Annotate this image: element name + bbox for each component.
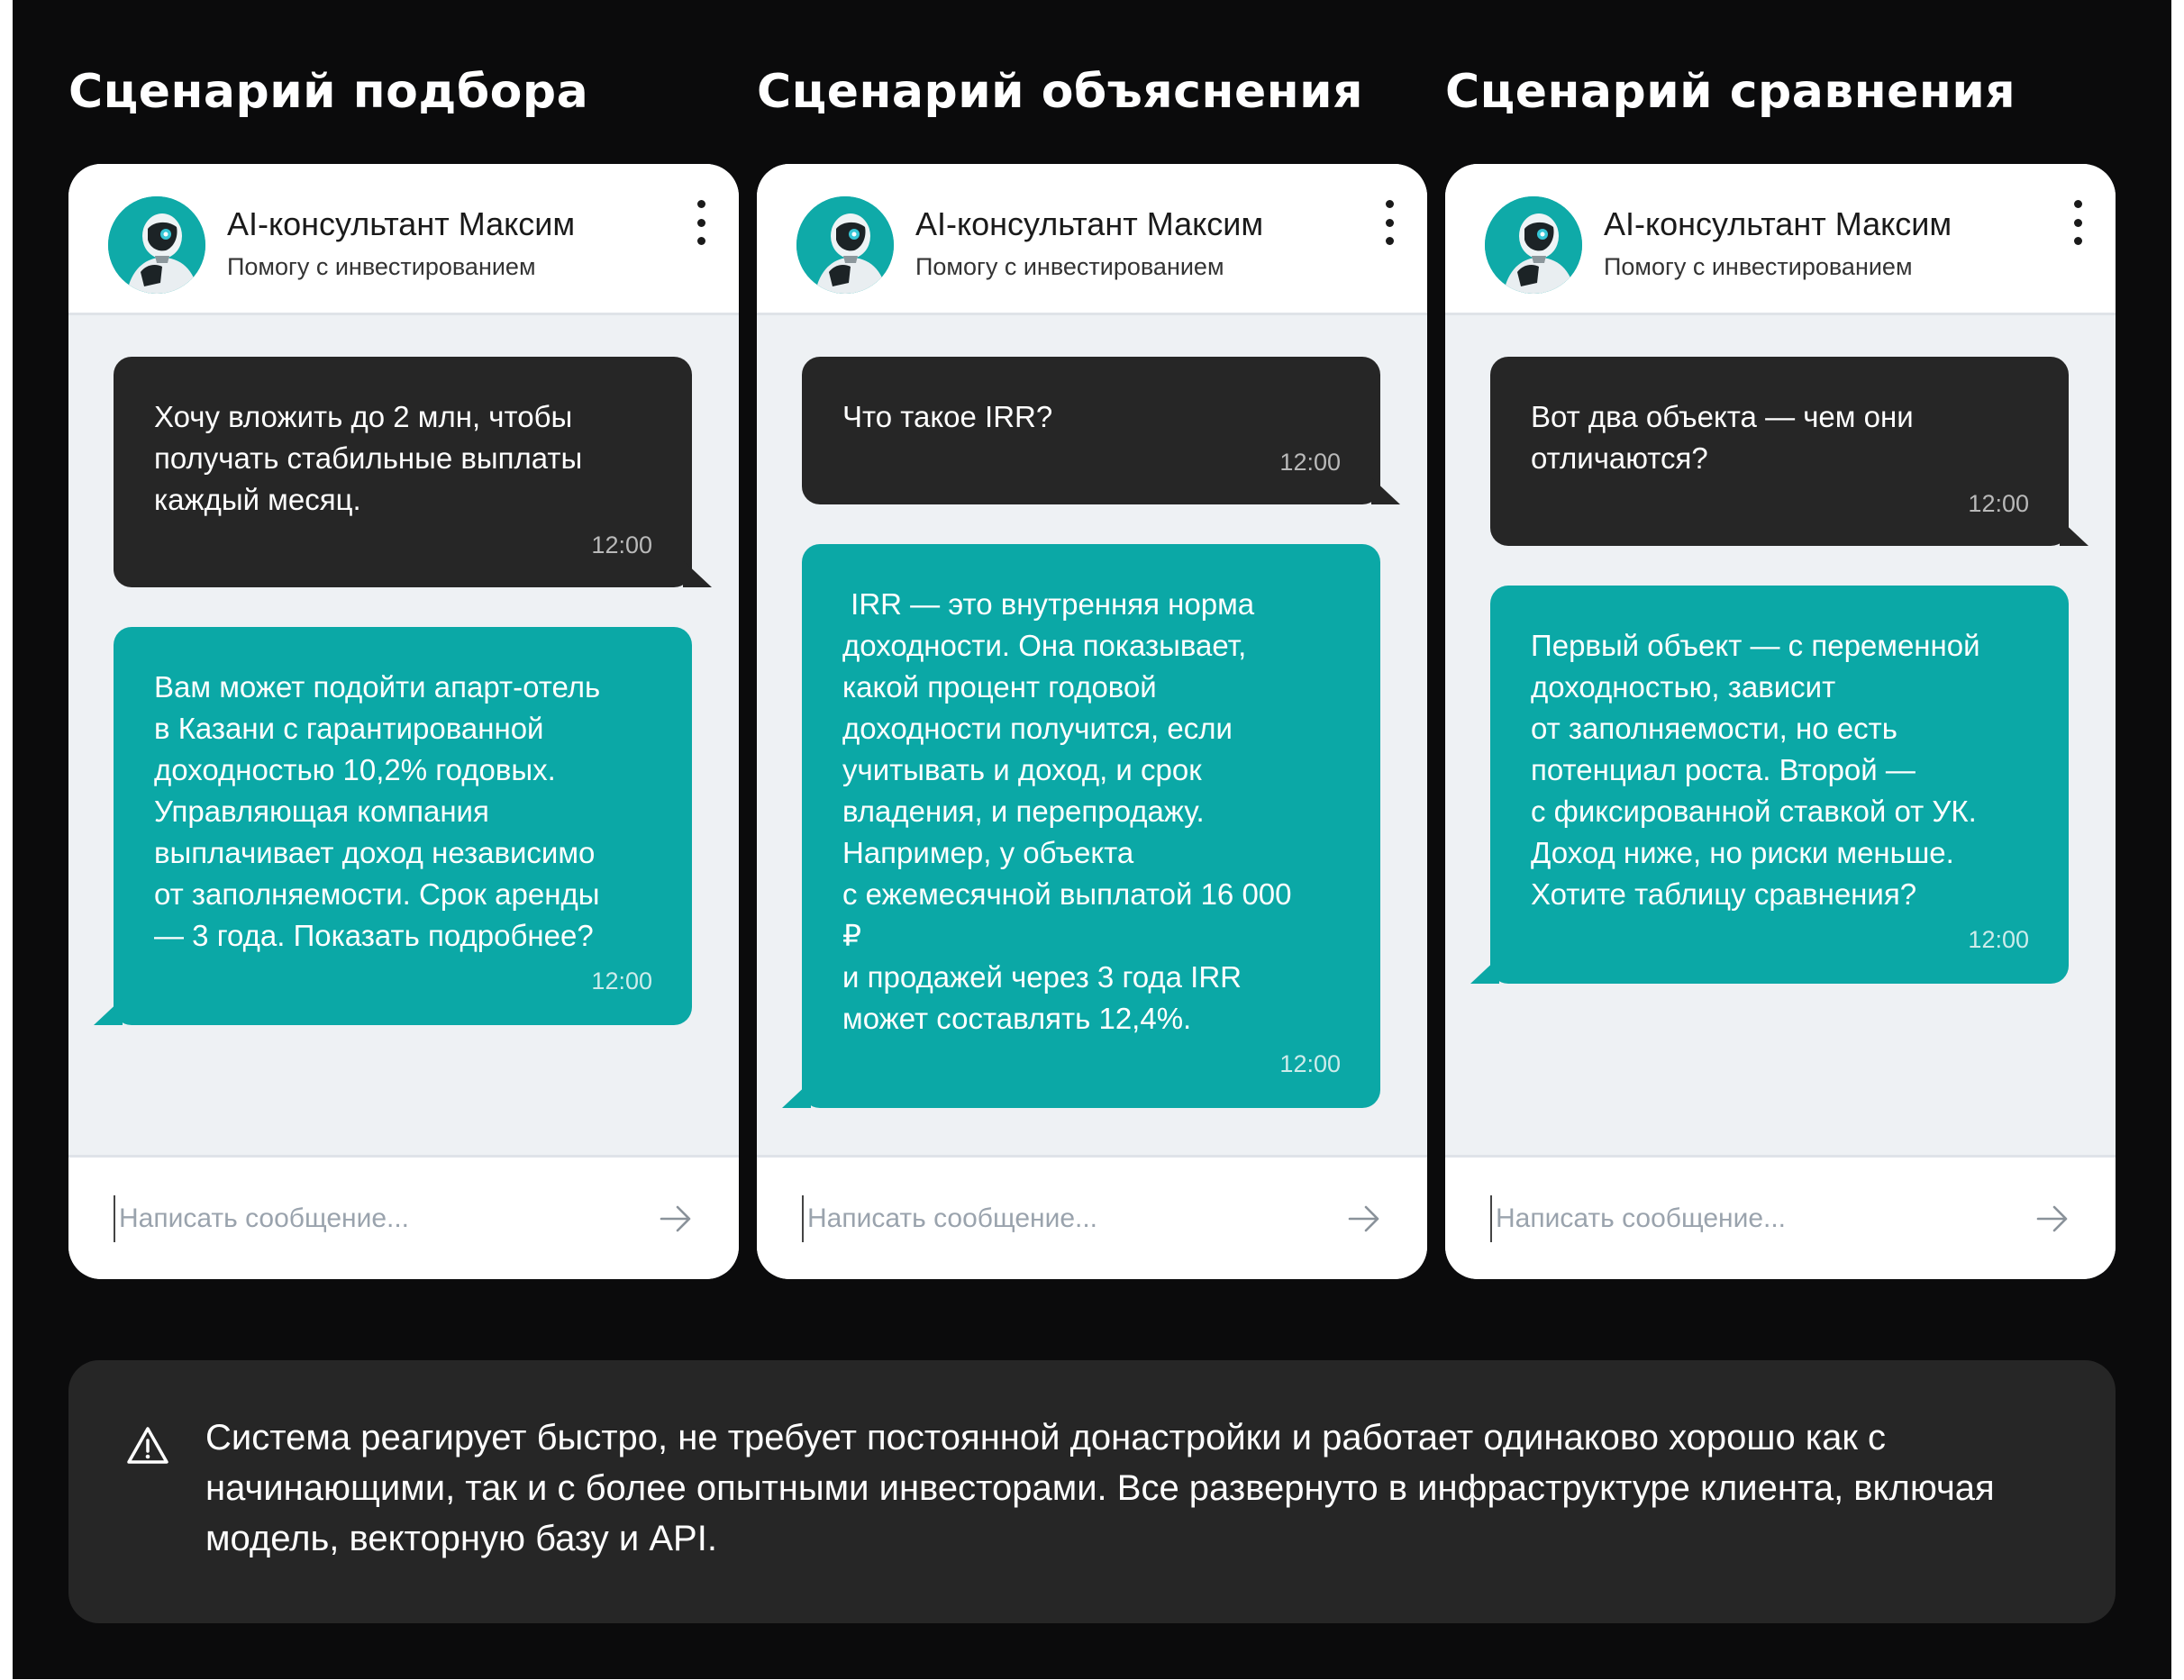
message-time: 12:00 [1968,490,2029,517]
chat-header [68,164,739,315]
bot-message-bubble [802,544,1380,1108]
scenario-title-comparison: Сценарий сравнения [1445,65,2016,119]
user-message-bubble [1490,357,2069,546]
arrow-right-icon [658,1201,694,1237]
agent-subtitle: Помогу с инвестированием [227,253,536,280]
note-text: Система реагирует быстро, не требует постоянной донастройки и работает одинаково хорошо как с начинающими, так и с более опытными инвесторами. Все развернуто в инфраструктуре клиента, включая модель, векторную базу и API. [205,1418,1995,1558]
user-message-text: Вот два объекта — чем они отличаются? [1531,400,1914,475]
send-button[interactable] [1346,1201,1382,1237]
message-time: 12:00 [591,531,652,558]
dot-icon [1386,219,1394,227]
robot-avatar [1485,196,1582,294]
message-composer [1445,1155,2116,1279]
dot-icon [2074,219,2082,227]
message-input[interactable] [802,1195,1314,1242]
bot-message-bubble [114,627,692,1025]
page-frame [13,0,2171,1679]
chat-header [757,164,1427,315]
agent-subtitle: Помогу с инвестированием [915,253,1224,280]
info-note [68,1360,2116,1623]
bubble-tail [2060,519,2088,546]
robot-icon [796,196,894,294]
chat-header [1445,164,2116,315]
warning-icon [126,1426,169,1466]
robot-icon [1485,196,1582,294]
robot-avatar [108,196,205,294]
message-composer [757,1155,1427,1279]
dot-icon [697,219,705,227]
bubble-tail [1371,477,1400,504]
message-time: 12:00 [1968,926,2029,953]
user-message-text: Хочу вложить до 2 млн, чтобы получать стабильные выплаты каждый месяц. [154,400,583,516]
scenario-title-selection: Сценарий подбора [68,65,589,119]
bot-message-text: Вам может подойти апарт-отель в Казани с гарантированной доходностью 10,2% годовых. Управляющая компания выплачивает доход независимо от заполняемости. Срок аренды — 3 года. Показать подробнее? [154,670,601,952]
dot-icon [697,237,705,245]
agent-subtitle: Помогу с инвестированием [1604,253,1913,280]
message-time: 12:00 [591,967,652,994]
agent-name: AI-консультант Максим [227,205,576,242]
dot-icon [697,200,705,208]
message-input[interactable] [114,1195,625,1242]
chat-card-explanation [757,164,1427,1279]
arrow-right-icon [1346,1201,1382,1237]
user-message-text: Что такое IRR? [842,400,1053,433]
send-button[interactable] [658,1201,694,1237]
bubble-tail [94,998,123,1025]
chat-card-selection [68,164,739,1279]
send-button[interactable] [2034,1201,2070,1237]
user-message-bubble [114,357,692,587]
user-message-bubble [802,357,1380,504]
bubble-tail [782,1081,811,1108]
robot-icon [108,196,205,294]
agent-name: AI-консультант Максим [1604,205,1952,242]
dot-icon [1386,200,1394,208]
message-time: 12:00 [1279,449,1341,476]
more-options-button[interactable] [2067,200,2088,245]
arrow-right-icon [2034,1201,2070,1237]
robot-avatar [796,196,894,294]
more-options-button[interactable] [1379,200,1400,245]
bot-message-bubble [1490,586,2069,984]
bubble-tail [1470,957,1499,984]
dot-icon [2074,237,2082,245]
scenario-title-explanation: Сценарий объяснения [757,65,1363,119]
dot-icon [2074,200,2082,208]
bot-message-text: Первый объект — с переменной доходностью, зависит от заполняемости, но есть потенциал роста. Второй — с фиксированной ставкой от УК. Доход ниже, но риски меньше. Хотите таблицу сравнения? [1531,629,1980,911]
message-time: 12:00 [1279,1050,1341,1077]
chat-card-comparison [1445,164,2116,1279]
agent-name: AI-консультант Максим [915,205,1264,242]
message-composer [68,1155,739,1279]
message-input[interactable] [1490,1195,2002,1242]
bubble-tail [683,560,712,587]
more-options-button[interactable] [690,200,712,245]
dot-icon [1386,237,1394,245]
bot-message-text: IRR — это внутренняя норма доходности. Она показывает, какой процент годовой доходности получится, если учитывать и доход, и срок владения, и перепродажу. Например, у объекта с ежемесячной выплатой 16 000 ₽ и продажей через 3 года IRR может составлять 12,4%. [842,587,1292,1035]
